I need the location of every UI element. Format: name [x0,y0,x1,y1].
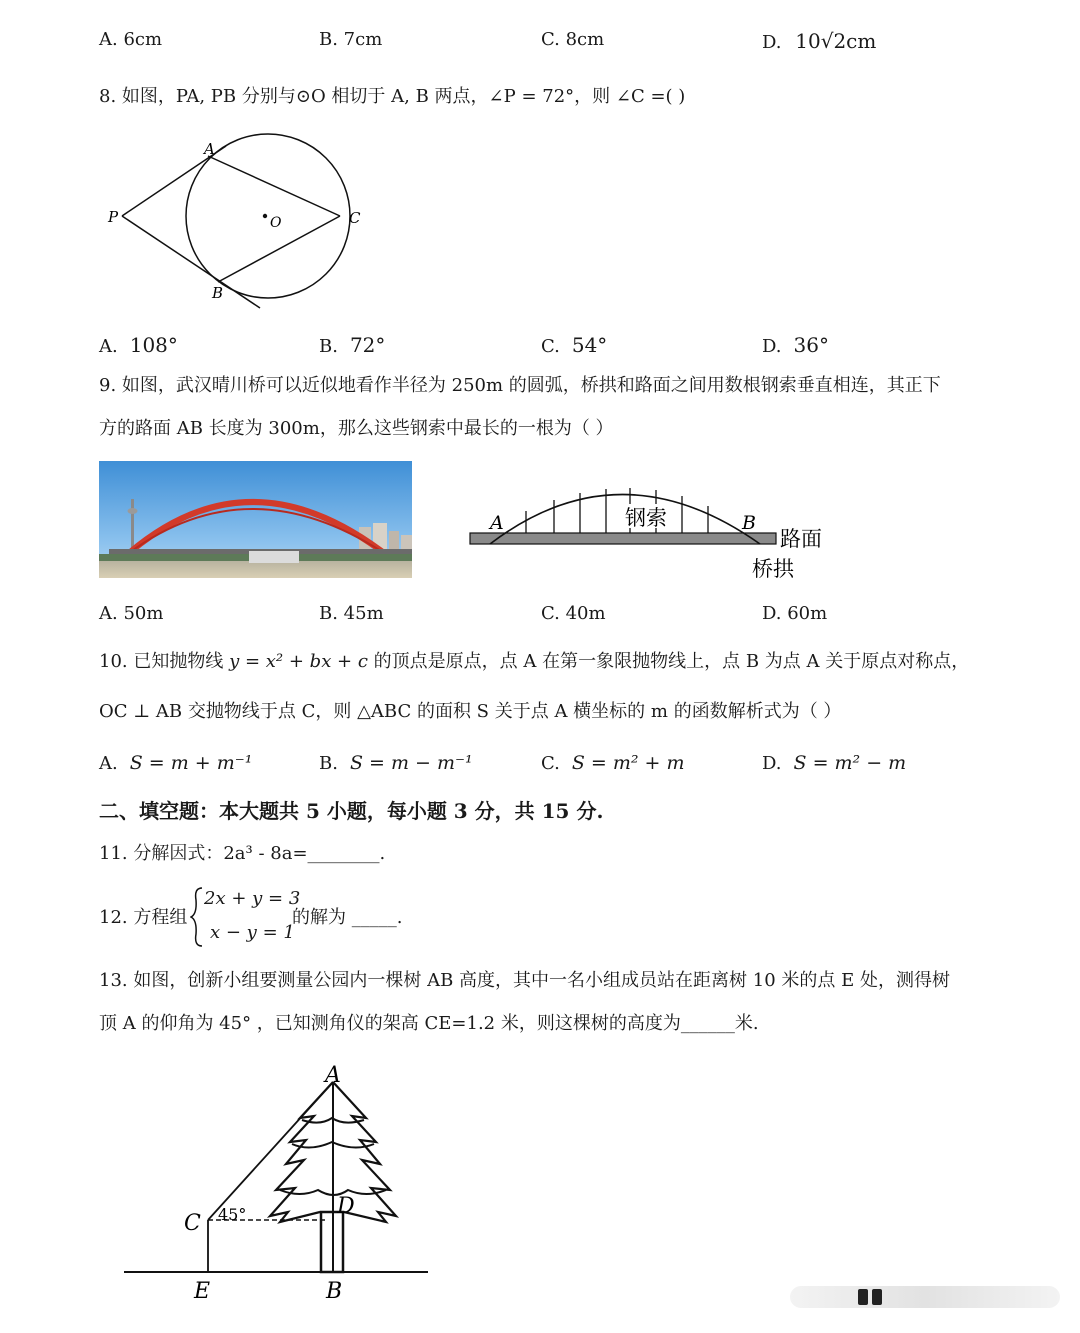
q13-label-e: E [194,1279,211,1304]
q13-label-a: A [325,1063,341,1088]
q13-tree-figure [120,1060,440,1310]
q8-label-b: B [212,284,224,302]
q10-stem-line1: 10. 已知抛物线 y = x² + bx + c 的顶点是原点，点 A 在第一象限抛物线上，点 B 为点 A 关于原点对称点， [99,651,970,672]
q9-stem-line2: 方的路面 AB 长度为 300m，那么这些钢索中最长的一根为（ ） [99,418,614,439]
q12-prefix: 12. 方程组 [99,907,188,928]
q9-option-b: B. 45m [319,603,384,624]
q13-label-c: C [184,1211,201,1236]
q8-circle-figure [100,130,380,310]
q7-option-d [762,29,876,53]
scroll-handle-2[interactable] [872,1289,882,1305]
q9-bridge-photo [99,461,412,578]
q8-option-d: D. 36° [762,333,829,357]
q9-label-road: 路面 [780,527,822,551]
q7-option-a: A. 6cm [99,29,163,50]
q9-label-arch: 桥拱 [752,557,794,581]
q10-stem-line2: OC ⊥ AB 交抛物线于点 C，则 △ABC 的面积 S 关于点 A 横坐标的 m 的函数解析式为（ ） [99,701,842,722]
q13-stem-line2: 顶 A 的仰角为 45° ，已知测角仪的架高 CE=1.2 米，则这棵树的高度为______米. [99,1013,759,1034]
q8-option-b: B. 72° [319,333,386,357]
q8-option-c: C. 54° [541,333,608,357]
q9-option-c: C. 40m [541,603,606,624]
q13-label-d: D [337,1194,355,1219]
q12-suffix: 的解为 _____. [292,907,403,928]
section2-title: 二、填空题：本大题共 5 小题，每小题 3 分，共 15 分. [99,799,604,823]
q13-label-b: B [326,1279,343,1304]
q7-option-d-value: 10√2cm [795,29,877,53]
q7-option-c: C. 8cm [541,29,605,50]
q12-brace [190,886,204,948]
q9-option-a: A. 50m [99,603,164,624]
q12-eq1: 2x + y = 3 [204,888,301,909]
q9-label-b: B [742,512,756,534]
q9-bridge-diagram [460,480,840,590]
q10-option-c: C. S = m² + m [541,752,685,774]
scroll-handle[interactable] [858,1289,868,1305]
q9-option-d: D. 60m [762,603,828,624]
q13-stem-line1: 13. 如图，创新小组要测量公园内一棵树 AB 高度，其中一名小组成员站在距离树 10 米的点 E 处，测得树 [99,970,950,991]
q13-label-angle: 45° [218,1205,247,1224]
q10-option-a: A. S = m + m⁻¹ [99,752,253,774]
q10-option-d: D. S = m² − m [762,752,907,774]
q7-option-d-label: D. [762,32,782,53]
q8-option-a: A. 108° [99,333,178,357]
q9-label-cable: 钢索 [625,506,667,530]
scroll-indicator[interactable] [790,1286,1060,1308]
q9-stem-line1: 9. 如图，武汉晴川桥可以近似地看作半径为 250m 的圆弧，桥拱和路面之间用数根钢索垂直相连，其正下 [99,375,941,396]
q8-label-a: A [204,140,215,158]
q10-option-b: B. S = m − m⁻¹ [319,752,473,774]
q8-label-o: O [270,215,282,231]
q7-option-b: B. 7cm [319,29,383,50]
q8-stem: 8. 如图，PA, PB 分别与⊙O 相切于 A, B 两点，∠P = 72°，则 ∠C =( ) [99,86,686,107]
q9-label-a: A [490,512,504,534]
q8-label-p: P [108,208,119,226]
q11-text: 11. 分解因式：2a³ - 8a=________. [99,843,386,864]
q8-label-c: C [349,209,361,227]
q12-eq2: x − y = 1 [210,922,295,943]
